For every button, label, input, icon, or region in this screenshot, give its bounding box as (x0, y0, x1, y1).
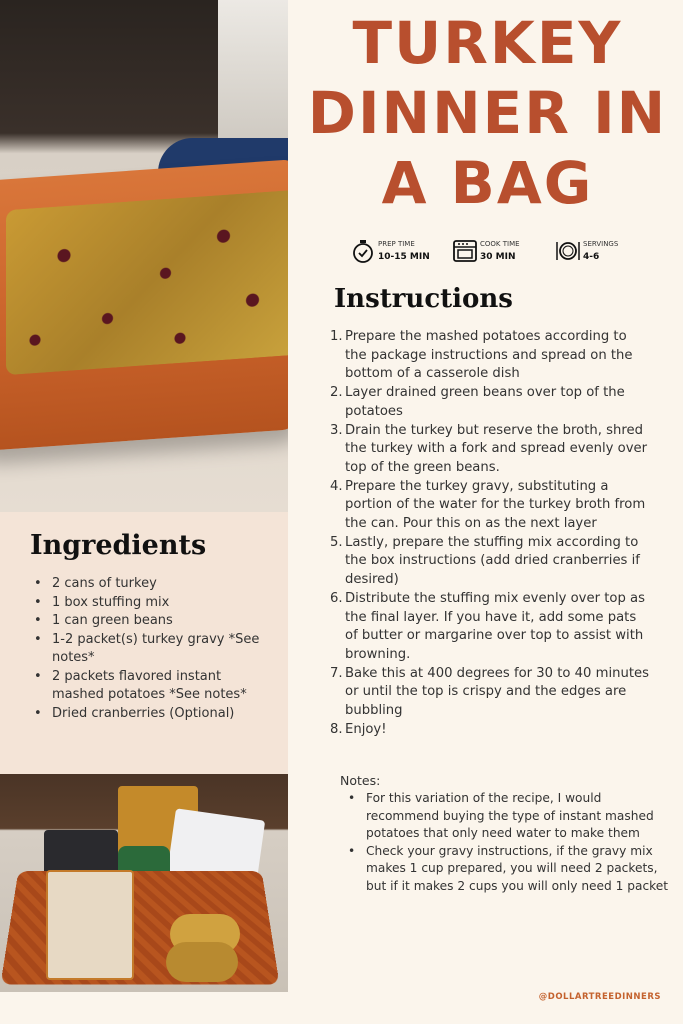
step-text: Lastly, prepare the stuffing mix according to the box instructions (add dried cranberries if desired) (345, 534, 640, 588)
ingredients-heading: Ingredients (30, 530, 207, 561)
photo-stove (218, 0, 288, 140)
list-item: • 1 box stuffing mix (30, 594, 268, 613)
step-text: Drain the turkey but reserve the broth, shred the turkey with a fork and spread evenly over top of the green beans. (345, 422, 648, 475)
notes-label: Notes: (340, 773, 381, 788)
list-item: 4. Prepare the turkey gravy, substituting a portion of the water for the turkey broth from the can. Pour this on as the next layer (330, 478, 646, 532)
list-item: 2. Layer drained green beans over top of the potatoes (330, 385, 625, 419)
meta-label: SERVINGS (583, 240, 619, 248)
list-item: • 2 cans of turkey (30, 575, 268, 594)
plate-cutlery-icon (555, 238, 581, 264)
list-item: 8. Enjoy! (330, 721, 387, 737)
step-text: Prepare the turkey gravy, substituting a portion of the water for the turkey broth from the can. Pour this on as the next layer (345, 478, 646, 532)
list-item: • For this variation of the recipe, I would recommend buying the type of instant mashed potatoes that only need water to make them (340, 790, 670, 843)
step-text: Bake this at 400 degrees for 30 to 40 minutes or until the top is crispy and the edges are bubbling (345, 665, 650, 719)
list-item: 5. Lastly, prepare the stuffing mix according to the box instructions (add dried cranberries if desired) (330, 534, 640, 588)
notes-section (340, 772, 670, 895)
title-line: DINNER IN (307, 79, 668, 147)
list-item: • Dried cranberries (Optional) (30, 705, 268, 724)
list-item: 1. Prepare the mashed potatoes according to the package instructions and spread on the bottom of a casserole dish (330, 329, 633, 382)
title-line: A BAG (381, 149, 594, 217)
meta-value: 10-15 MIN (378, 252, 430, 262)
step-text: Prepare the mashed potatoes according to the package instructions and spread on the bottom of a casserole dish (345, 329, 633, 382)
ingredients-section (0, 512, 288, 774)
instructions-heading: Instructions (334, 284, 513, 314)
step-text: Enjoy! (345, 721, 387, 737)
oven-icon (452, 238, 478, 264)
page-title (292, 8, 683, 218)
instructions-list (330, 328, 650, 739)
list-item: • 1-2 packet(s) turkey gravy *See notes* (30, 631, 268, 668)
notes-list (340, 790, 670, 895)
timer-icon (350, 238, 376, 264)
meta-label: PREP TIME (378, 240, 415, 248)
list-item: • 2 packets flavored instant mashed potatoes *See notes* (30, 668, 268, 705)
list-item: 3. Drain the turkey but reserve the broth, shred the turkey with a fork and spread evenly over top of the green beans. (330, 422, 648, 475)
meta-value: 30 MIN (480, 252, 516, 262)
list-item: • Check your gravy instructions, if the gravy mix makes 1 cup prepared, you will need 2 packets, but if it makes 2 cups you will only need 1 packet (340, 843, 670, 896)
step-text: Distribute the stuffing mix evenly over top as the final layer. If you have it, add some pats of butter or margarine over top to assist with browning. (345, 590, 645, 662)
list-item: • 1 can green beans (30, 612, 268, 631)
photo-gravy-packet (46, 870, 134, 980)
social-handle: @DOLLARTREEDINNERS (538, 992, 661, 1002)
photo-turkey-can (166, 942, 238, 982)
list-item: 6. Distribute the stuffing mix evenly over top as the final layer. If you have it, add some pats of butter or margarine over top to assist with browning. (330, 590, 645, 662)
meta-value: 4-6 (583, 252, 600, 262)
step-text: Layer drained green beans over top of the potatoes (345, 385, 625, 419)
ingredients-basket-photo (0, 774, 288, 992)
meta-label: COOK TIME (480, 240, 520, 248)
title-line: TURKEY (352, 9, 623, 77)
photo-stuffing (6, 190, 288, 375)
recipe-meta (0, 236, 683, 268)
ingredients-list (30, 575, 268, 723)
list-item: 7. Bake this at 400 degrees for 30 to 40 minutes or until the top is crispy and the edges are bubbling (330, 665, 650, 719)
